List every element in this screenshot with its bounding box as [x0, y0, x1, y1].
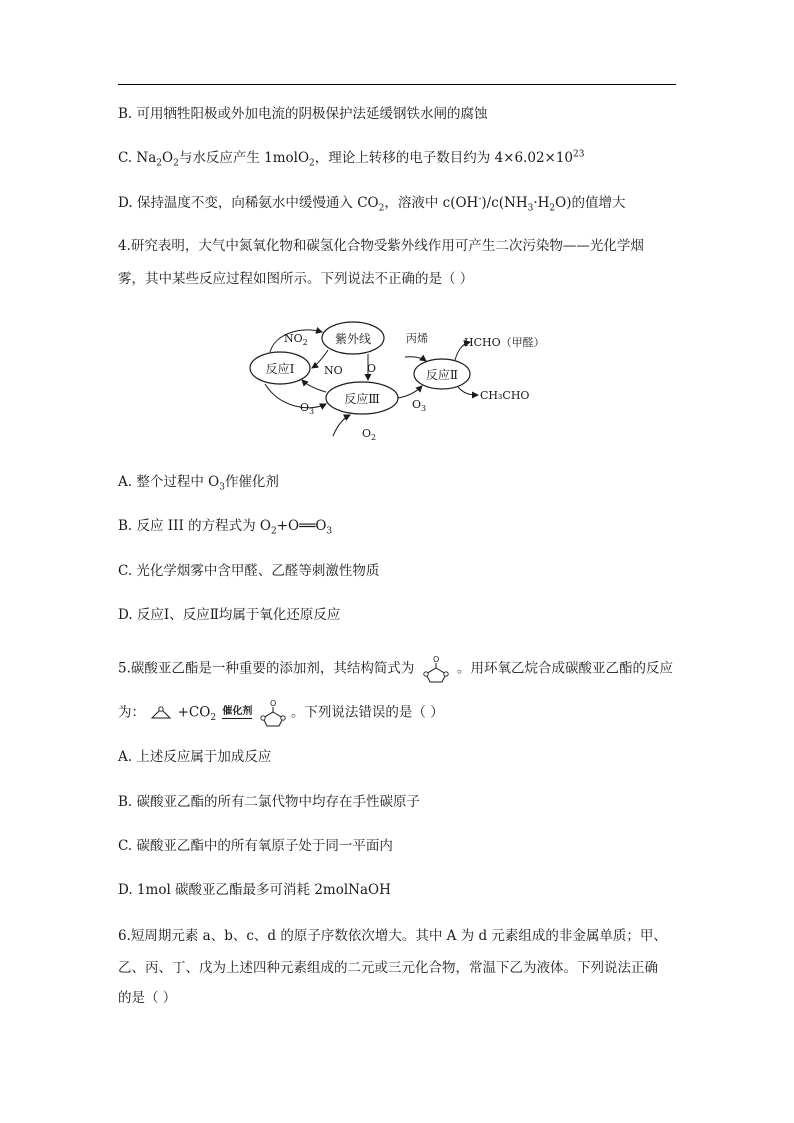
q3-option-d: D. 保持温度不变，向稀氨水中缓慢通入 $CO_2$，溶液中 $c(OH^-)/c(NH_3\cdot H_2O)$的值增大	[118, 194, 626, 214]
reaction1-label: 反应Ⅰ	[265, 362, 295, 376]
o-label: O	[367, 362, 377, 375]
arrow-r3-to-r1	[302, 380, 326, 392]
smog-reaction-diagram	[240, 312, 570, 447]
ethylene-carbonate-structure	[419, 654, 453, 684]
q5-option-b: B. 碳酸亚乙酯的所有二氯代物中均存在手性碳原子	[118, 794, 421, 810]
ethylene-carbonate-product-structure	[259, 698, 287, 728]
q3-option-b: B. 可用牺牲阳极或外加电流的阴极保护法延缓钢铁水闸的腐蚀	[118, 106, 488, 122]
arrow-o3-to-r3	[265, 384, 326, 408]
q5-stem-line1: 5.碳酸亚乙酯是一种重要的添加剂，其结构简式为 O 。用环氧乙烷合成碳酸亚乙酯的反应	[118, 654, 673, 684]
reaction2-label: 反应Ⅱ	[425, 368, 459, 382]
arrow-r2-to-ch3cho	[458, 387, 478, 395]
header-rule	[118, 84, 676, 85]
q6-stem-line2: 乙、丙、丁、戊为上述四种元素组成的二元或三元化合物，常温下乙为液体。下列说法正确	[118, 960, 658, 976]
reaction3-label: 反应Ⅲ	[344, 392, 380, 406]
q4-option-c: C. 光化学烟雾中含甲醛、乙醛等刺激性物质	[118, 563, 380, 579]
no2-label: $NO_2$	[284, 332, 308, 347]
arrow-propene-to-r2	[405, 357, 426, 361]
q5-option-d: D. 1mol 碳酸亚乙酯最多可消耗 2molNaOH	[118, 882, 391, 898]
arrow-r3-to-r2	[398, 386, 422, 398]
arrow-o2-to-r3	[333, 415, 350, 436]
q5-option-a: A. 上述反应属于加成反应	[118, 749, 272, 765]
q4-option-a: A. 整个过程中 $O_3$作催化剂	[118, 474, 279, 493]
no-label: NO	[324, 364, 343, 377]
o3-left-label: $O_3$	[300, 401, 315, 416]
q6-stem-line1: 6.短周期元素 a、b、c、d 的原子序数依次增大。其中 A 为 d 元素组成的非金属单质；甲、	[118, 928, 667, 944]
hcho-label: HCHO（甲醛）	[464, 336, 545, 349]
q6-stem-line3: 的是（ ）	[118, 990, 177, 1006]
q5-stem-line2: 为： $+CO_2$ 催化剂 O 。下列说法错误的是（ ）	[118, 698, 444, 728]
svg-text:O: O	[432, 655, 439, 664]
propene-label: 丙烯	[406, 332, 428, 345]
ethylene-oxide-structure	[149, 705, 173, 721]
svg-text:O: O	[269, 699, 276, 708]
q4-stem-line1: 4.研究表明，大气中氮氧化物和碳氢化合物受紫外线作用可产生二次污染物——光化学烟	[118, 238, 644, 254]
o3-right-label: $O_3$	[412, 398, 427, 413]
q5-option-c: C. 碳酸亚乙酯中的所有氧原子处于同一平面内	[118, 838, 393, 854]
o2-label: $O_2$	[362, 427, 377, 442]
q4-option-b: B. 反应 III 的方程式为 $O_2+O══O_3$	[118, 518, 333, 537]
q4-option-d: D. 反应Ⅰ、反应Ⅱ均属于氧化还原反应	[118, 607, 341, 623]
catalyst-arrow: 催化剂	[222, 705, 253, 717]
q3-option-c: C. $Na_2O_2$与水反应产生 1molO$_2$，理论上转移的电子数目约为 $4\times 6.02\times 10^{23}$	[118, 149, 585, 169]
q4-stem-line2: 雾，其中某些反应过程如图所示。下列说法不正确的是（ ）	[118, 271, 474, 287]
ch3cho-label: CH₃CHO	[480, 389, 530, 402]
uv-label: 紫外线	[334, 332, 372, 346]
